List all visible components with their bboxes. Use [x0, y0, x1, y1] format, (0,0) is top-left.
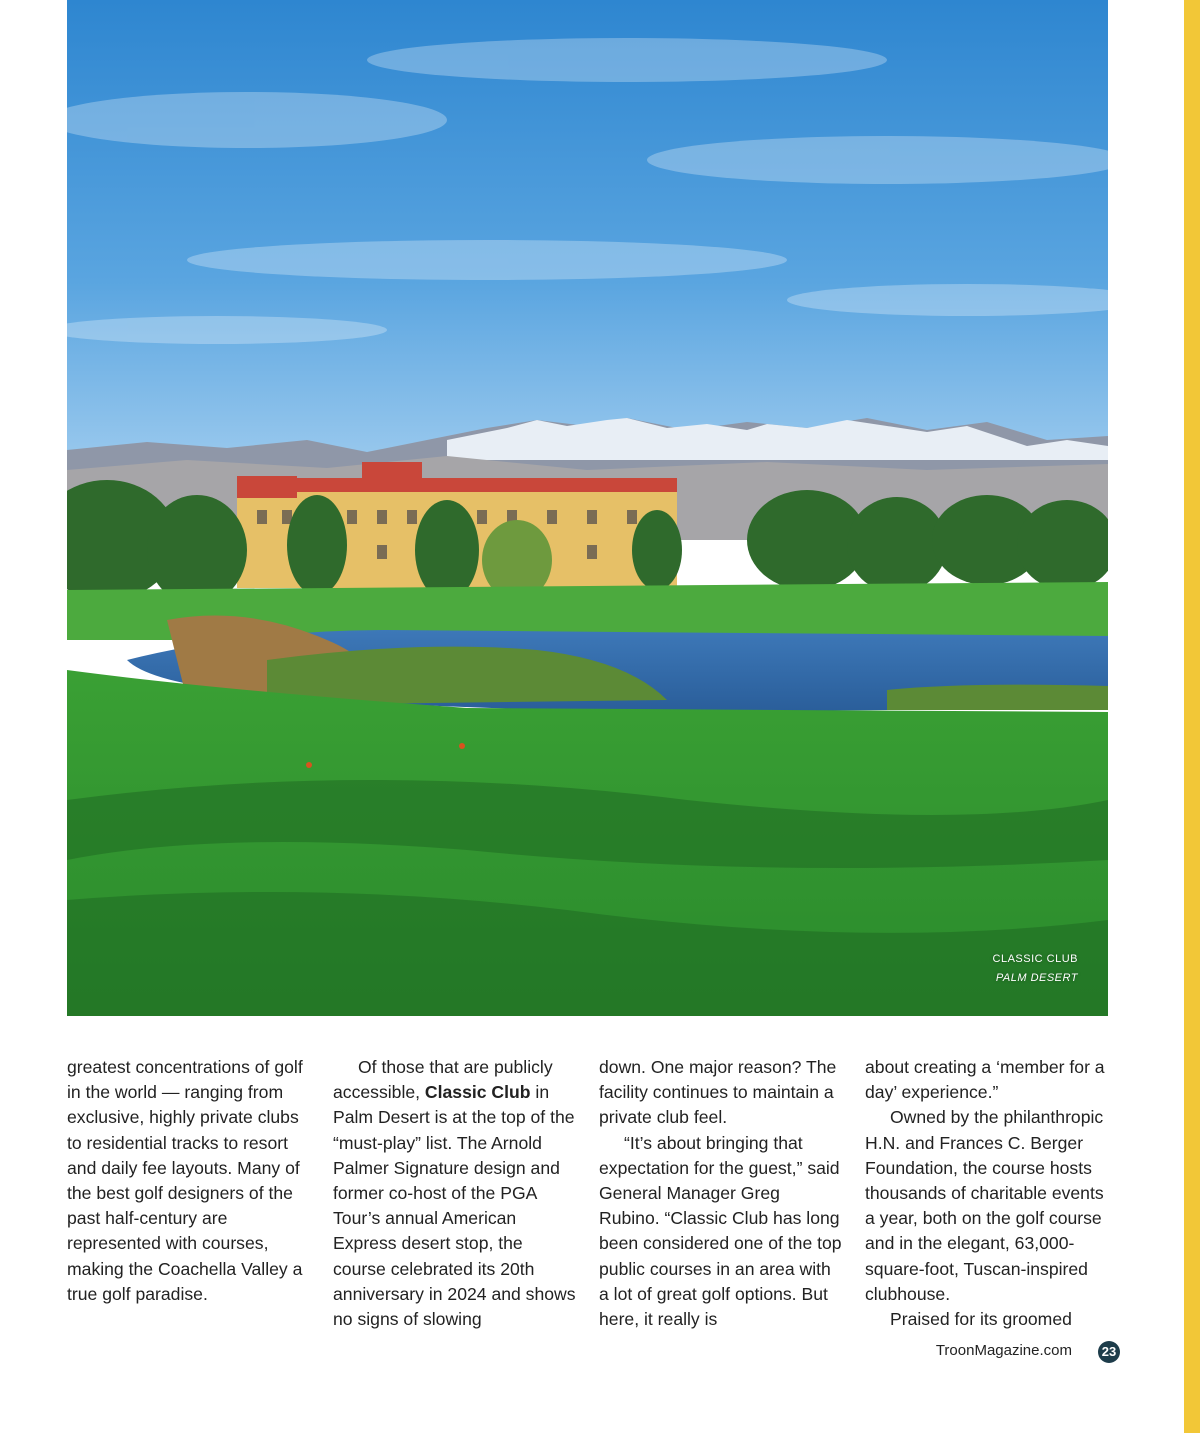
article-paragraph — [599, 1131, 844, 1333]
article-paragraph — [333, 1055, 578, 1332]
paragraph-text: Of those that are publicly accessible, — [333, 1057, 553, 1103]
paragraph-text: in Palm Desert is at the top of the “must-play” list. The Arnold Palmer Signature design and former co-host of the PGA Tour’s annual American Express desert stop, the course celebrated its 20th anniversary in 2024 and shows no signs of slowing — [333, 1082, 576, 1330]
article-column-2 — [333, 1055, 578, 1332]
article-column-3 — [599, 1055, 844, 1332]
page-number-badge: 23 — [1098, 1341, 1120, 1363]
paragraph-text: Praised for its groomed — [890, 1309, 1072, 1330]
paragraph-text: “It’s about bringing that expectation for the guest,” said General Manager Greg Rubino. “Classic Club has long been considered one of the top public courses in an area with a lot of great golf options. But here, it really is — [599, 1132, 842, 1330]
caption-location: PALM DESERT — [995, 972, 1078, 984]
paragraph-text: down. One major reason? The facility continues to maintain a private club feel. — [599, 1057, 837, 1128]
article-body — [67, 1055, 1108, 1335]
hero-photo — [67, 0, 1108, 1016]
article-paragraph — [599, 1055, 844, 1131]
paragraph-text: Owned by the philanthropic H.N. and Frances C. Berger Foundation, the course hosts thousands of charitable events a year, both on the golf course and in the elegant, 63,000-square-foot, Tuscan-inspired clubhouse. — [865, 1107, 1104, 1304]
bold-text: Classic Club — [424, 1082, 531, 1103]
paragraph-text: greatest concentrations of golf in the world — ranging from exclusive, highly private clubs to residential tracks to resort and daily fee layouts. Many of the best golf designers of the past half-century are represented with courses, making the Coachella Valley a true golf paradise. — [67, 1057, 303, 1304]
article-column-1 — [67, 1055, 312, 1307]
footer-website: TroonMagazine.com — [935, 1342, 1072, 1359]
paragraph-text: about creating a ‘member for a day’ experience.” — [865, 1057, 1105, 1103]
article-paragraph — [865, 1307, 1115, 1332]
golf-course-illustration — [67, 0, 1108, 1016]
article-column-4 — [865, 1055, 1115, 1332]
article-paragraph — [865, 1105, 1115, 1307]
edge-accent-stripe — [1184, 0, 1200, 1433]
caption-title: CLASSIC CLUB — [992, 953, 1078, 965]
article-paragraph — [865, 1055, 1115, 1105]
article-paragraph — [67, 1055, 312, 1307]
photo-caption — [993, 950, 1078, 988]
